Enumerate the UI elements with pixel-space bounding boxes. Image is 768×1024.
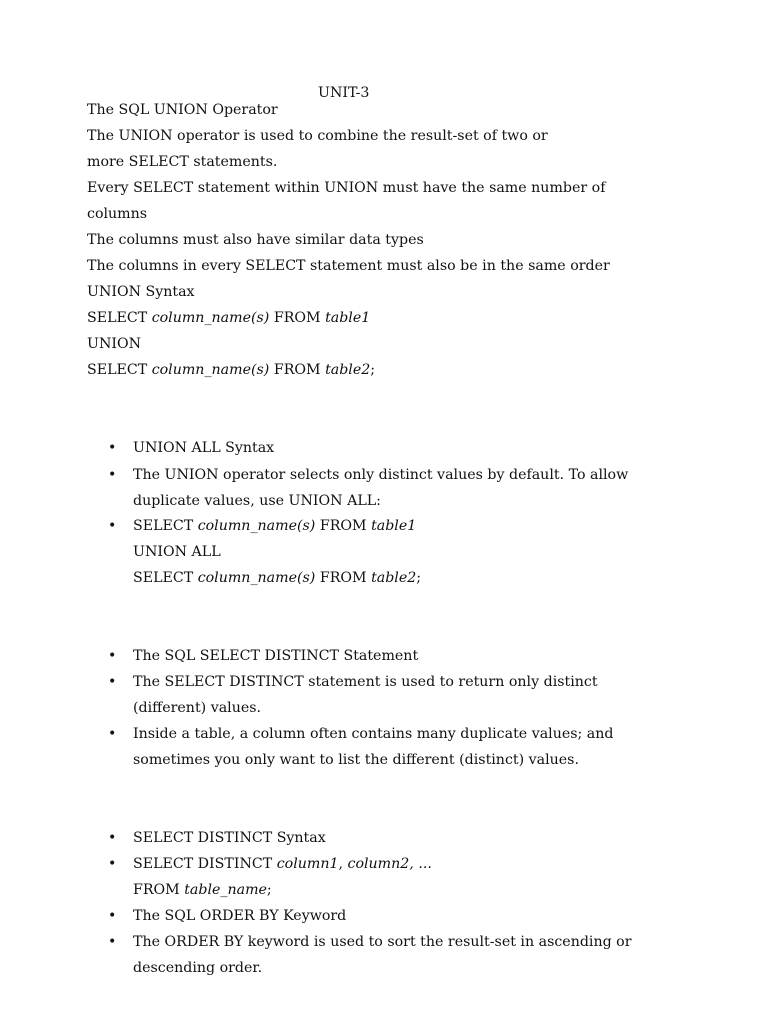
distinct-syntax-line-1: SELECT DISTINCT column1, column2, ... [133,856,432,872]
intro-line-6: The columns in every SELECT statement must also be in the same order [87,258,610,274]
union-all-syntax-line-3: SELECT column_name(s) FROM table2; [133,570,422,586]
intro-line-2: more SELECT statements. [87,154,278,170]
bullet-marker: • [108,518,117,534]
bullet-marker: • [108,648,117,664]
bullet-marker: • [108,856,117,872]
page-title: UNIT-3 [318,85,370,101]
bullet-marker: • [108,674,117,690]
distinct-desc-line-1: The SELECT DISTINCT statement is used to return only distinct [133,674,598,690]
intro-line-3: Every SELECT statement within UNION must have the same number of [87,180,606,196]
intro-line-1: The UNION operator is used to combine the result-set of two or [87,128,548,144]
order-by-heading: The SQL ORDER BY Keyword [133,908,347,924]
union-heading: The SQL UNION Operator [87,102,278,118]
distinct-note-line-2: sometimes you only want to list the different (distinct) values. [133,752,579,768]
union-all-desc-line-2: duplicate values, use UNION ALL: [133,493,381,509]
union-syntax-line-2: UNION [87,336,142,352]
distinct-desc-line-2: (different) values. [133,700,262,716]
order-by-desc-line-2: descending order. [133,960,263,976]
union-all-syntax-line-1: SELECT column_name(s) FROM table1 [133,518,417,534]
bullet-marker: • [108,440,117,456]
union-all-syntax-line-2: UNION ALL [133,544,221,560]
union-syntax-line-1: SELECT column_name(s) FROM table1 [87,310,371,326]
bullet-marker: • [108,830,117,846]
distinct-note-line-1: Inside a table, a column often contains many duplicate values; and [133,726,614,742]
distinct-syntax-heading: SELECT DISTINCT Syntax [133,830,326,846]
intro-line-5: The columns must also have similar data types [87,232,424,248]
union-syntax-line-3: SELECT column_name(s) FROM table2; [87,362,376,378]
distinct-syntax-line-2: FROM table_name; [133,882,272,898]
union-all-heading: UNION ALL Syntax [133,440,275,456]
distinct-heading: The SQL SELECT DISTINCT Statement [133,648,419,664]
intro-line-4: columns [87,206,148,222]
bullet-marker: • [108,726,117,742]
union-syntax-heading: UNION Syntax [87,284,195,300]
order-by-desc-line-1: The ORDER BY keyword is used to sort the result-set in ascending or [133,934,632,950]
bullet-marker: • [108,934,117,950]
union-all-desc-line-1: The UNION operator selects only distinct values by default. To allow [133,467,629,483]
bullet-marker: • [108,908,117,924]
bullet-marker: • [108,467,117,483]
